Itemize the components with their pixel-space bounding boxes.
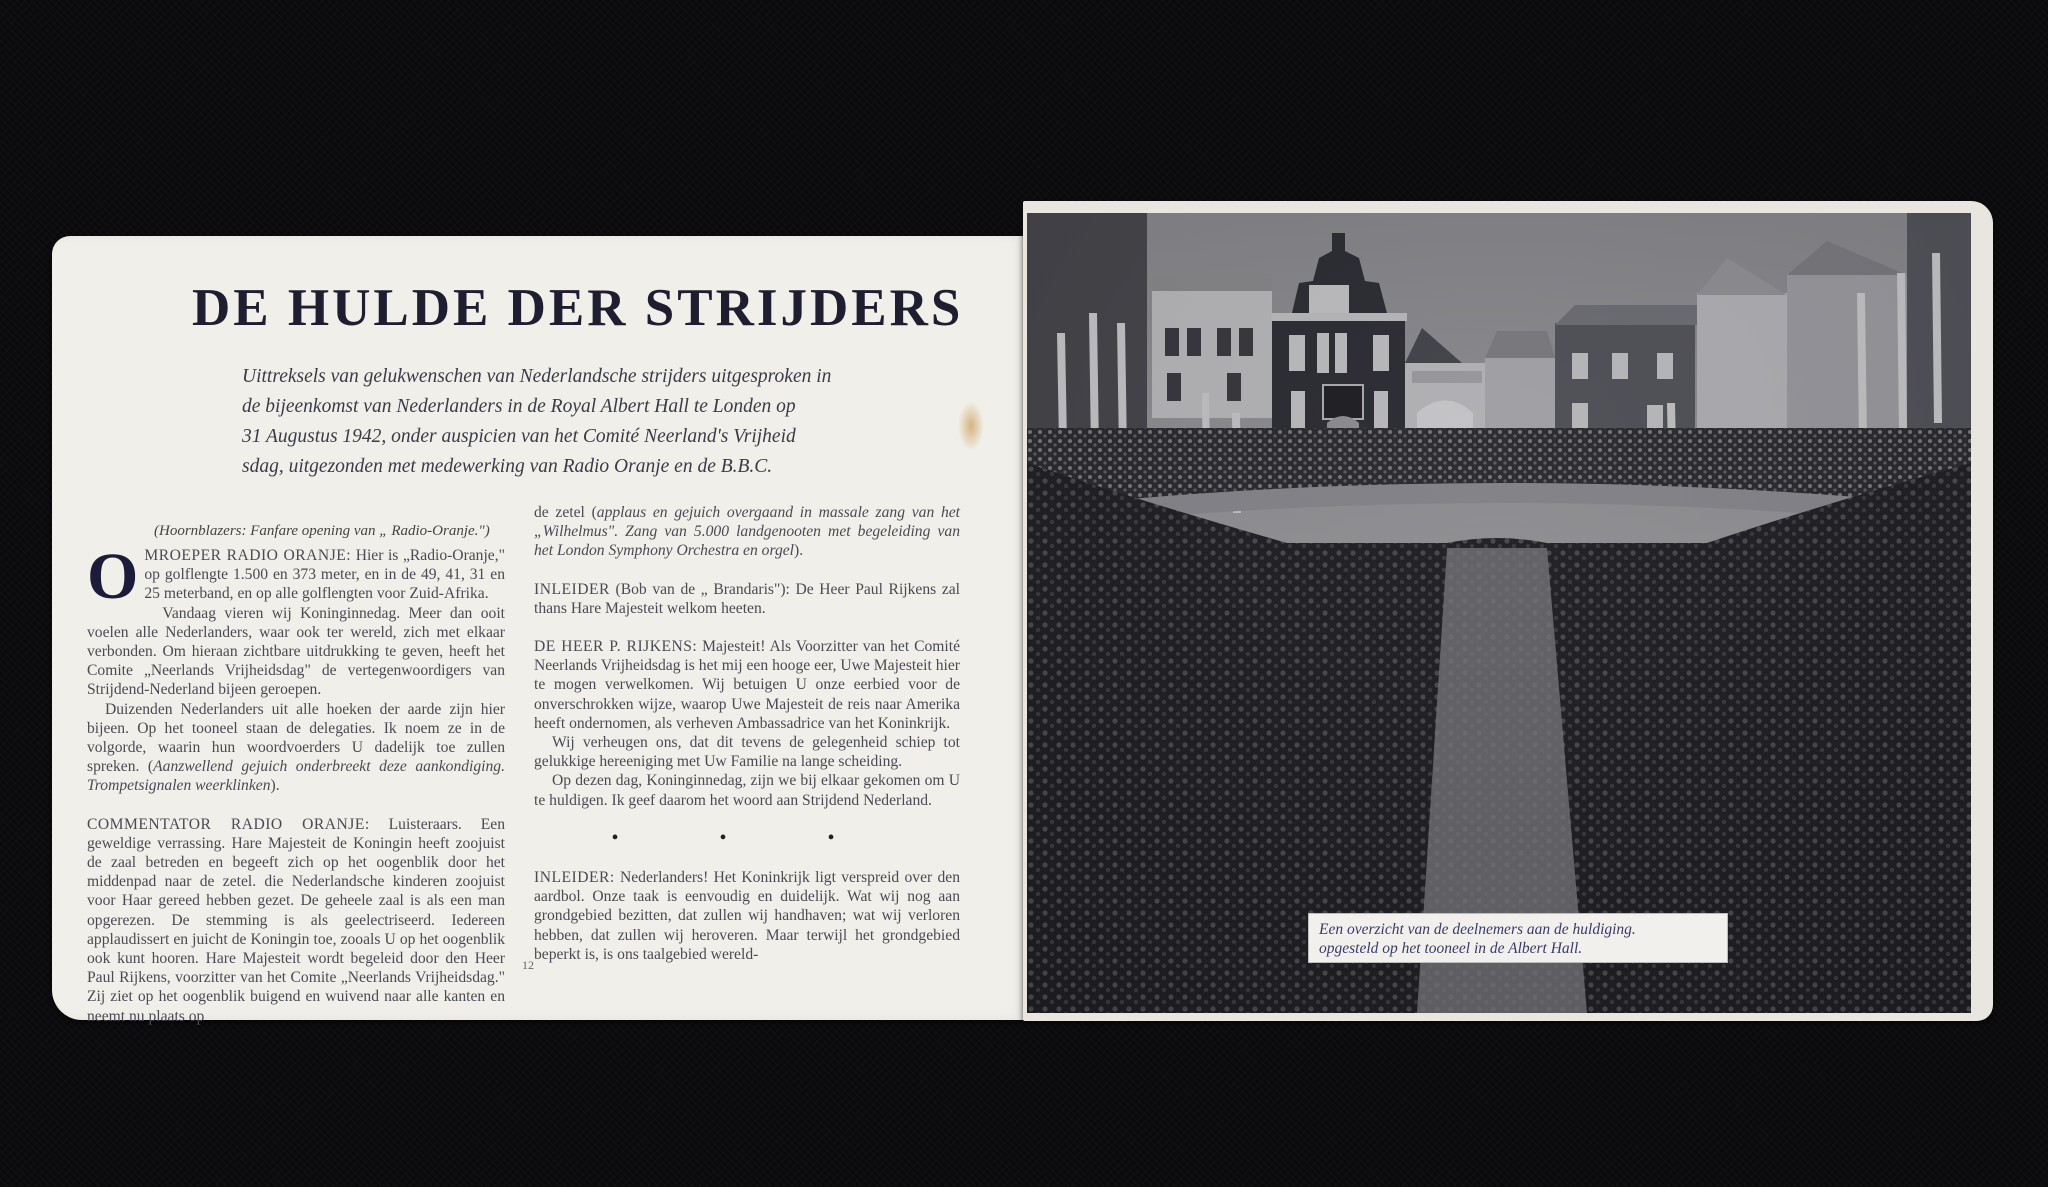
speaker-label: COMMENTATOR RADIO ORANJE: (87, 815, 370, 833)
text-column-right (534, 503, 960, 983)
paragraph-text: ). (794, 542, 804, 560)
caption-line: Een overzicht van de deelnemers aan de huldiging. (1319, 921, 1636, 938)
paragraph-text: Nederlanders! Het Koninkrijk ligt verspreid over den aardbol. Onze taak is eenvoudig en duidelijk. Wat wij nog aan grondgebied bezitten, dat zullen wij handhaven; wat wij verloren hebben, dat zullen wij heroveren. Maar terwijl het grondgebied beperkt is, is ons taalgebied wereld- (534, 869, 960, 963)
paragraph-rijkens (534, 637, 960, 733)
photo-illustration (1027, 213, 1971, 1013)
paragraph-text: Luisteraars. Een geweldige verrassing. Hare Majesteit de Koningin heeft zoojuist de zaal betreden en begeeft zich op het oogenblik door het middenpad naar de zetel. die Nederlandsche kinderen zoojuist voor Haar gereed hebben gezet. De geheele zaal is als een man opgerezen. De stemming is als geelectriseerd. Iedereen applaudissert en juicht de Koningin toe, zooals U op het oogenblik ook kunt hooren. Hare Majesteit wordt begeleid door den Heer Paul Rijkens, voorzitter van het Comite „Neerlands Vrijheidsdag." Zij ziet op het oogenblik buigend en wuivend naar alle kanten en neemt nu plaats op (87, 815, 505, 1025)
paragraph-inleider (534, 580, 960, 618)
section-separator: • • • (611, 826, 883, 849)
intro-paragraph (242, 362, 922, 482)
paragraph-commentator (87, 815, 505, 1026)
speaker-label: DE HEER P. RIJKENS: (534, 638, 698, 656)
caption-line: opgesteld op het tooneel in de Albert Hall. (1319, 940, 1583, 957)
paragraph-text: Duizenden Nederlanders uit alle hoeken der aarde zijn hier bijeen. Op het tooneel staan de delegaties. Ik noem ze in de volgorde, waarin hun woordvoerders U dadelijk toe zullen spreken. ( (87, 700, 505, 776)
albert-hall-photograph (1027, 213, 1971, 1013)
paragraph (534, 503, 960, 561)
text-column-left (87, 540, 505, 1045)
intro-line: Uittreksels van gelukwenschen van Nederlandsche strijders uitgesproken in (242, 366, 832, 387)
intro-line: sdag, uitgezonden met medewerking van Radio Oranje en de B.B.C. (242, 456, 773, 477)
left-page (52, 236, 1024, 1025)
paragraph: Op dezen dag, Koninginnedag, zijn we bij elkaar gekomen om U te huldigen. Ik geef daarom het woord aan Strijdend Nederland. (534, 772, 960, 809)
drop-cap: O (87, 540, 139, 613)
stage-direction-inline: applaus en gejuich overgaand in massale zang van het „Wilhelmus". Zang van 5.000 landgenooten met begeleiding van het London Symphony Orchestra en orgel (534, 504, 961, 560)
speaker-label: MROEPER RADIO ORANJE: (144, 547, 352, 564)
speaker-label: INLEIDER (534, 580, 610, 598)
intro-line: 31 Augustus 1942, onder auspicien van het Comité Neerland's Vrijheid (242, 426, 796, 447)
paragraph-text: ). (270, 777, 280, 795)
paragraph: Vandaag vieren wij Koninginnedag. Meer dan ooit voelen alle Nederlanders, waar ook ter wereld, zich met elkaar verbonden. Om hieraan zichtbare uitdrukking te geven, heeft het Comite „Neerlands Vrijheidsdag" de vertegenwoordigers van Strijdend-Nederland bijeen geroepen. (87, 604, 505, 699)
photo-caption (1308, 913, 1728, 963)
paragraph: Wij verheugen ons, dat dit tevens de gelegenheid schiep tot gelukkige hereeniging met Uw Familie na lange scheiding. (534, 734, 960, 771)
stage-direction-inline: Aanzwellend gejuich onderbreekt deze aankondiging. Trompetsignalen weerklinken (87, 758, 505, 795)
page-number: 12 (522, 958, 534, 972)
paragraph-text: de zetel ( (534, 504, 597, 521)
paragraph-announcer (87, 540, 505, 613)
paragraph (87, 700, 505, 796)
paragraph-text: Hier is „Radio-Oranje," op golflengte 1.500 en 373 meter, en in de 49, 41, 31 en 25 meterband, en op alle golflengten voor Zuid-Afrika. (144, 547, 505, 603)
paragraph-text: Majesteit! Als Voorzitter van het Comité Neerlands Vrijheidsdag is het mij een hooge eer, Uwe Majesteit hier te mogen verwelkomen. Wij betuigen U onze eerbied voor de onverschrokken wijze, waarop Uwe Majesteit de reis naar Amerika heeft ondernomen, als verheven Ambassadrice van het Koninkrijk. (534, 638, 960, 732)
speaker-label: INLEIDER: (534, 869, 615, 887)
right-page (1023, 201, 1993, 1021)
page-title: DE HULDE DER STRIJDERS (192, 279, 964, 337)
intro-line: de bijeenkomst van Nederlanders in de Royal Albert Hall te Londen op (242, 396, 796, 417)
stage-direction: (Hoornblazers: Fanfare opening van „ Radio-Oranje.") (154, 523, 490, 539)
paragraph-inleider (534, 868, 960, 964)
paragraph-text: (Bob van de „ Brandaris"): De Heer Paul Rijkens zal thans Hare Majesteit welkom heeten. (534, 580, 960, 617)
